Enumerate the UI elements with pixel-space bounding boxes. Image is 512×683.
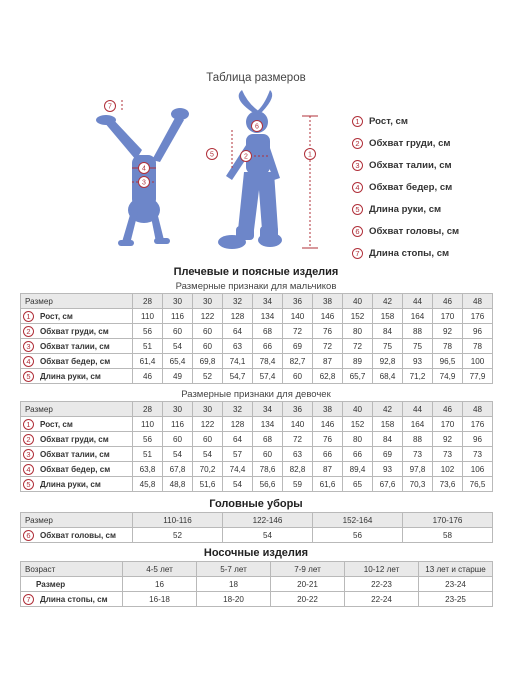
row-label-text: Длина руки, см — [40, 479, 101, 489]
table-row — [21, 354, 493, 369]
table-header-row — [21, 294, 493, 309]
table-cell: 84 — [373, 324, 403, 339]
table-cell: 61,4 — [133, 354, 163, 369]
table-cell: 62,8 — [313, 369, 343, 384]
figure-marker-2-icon — [241, 151, 252, 162]
table-cell: 176 — [463, 309, 493, 324]
table-cell: 110 — [133, 309, 163, 324]
table-cell: 73 — [463, 447, 493, 462]
table-row — [21, 462, 493, 477]
table-cell: 59 — [283, 477, 313, 492]
table-cell: 16-18 — [123, 592, 197, 607]
row-label-cell — [21, 324, 133, 339]
row-label-cell — [21, 462, 133, 477]
table-cell: 45,8 — [133, 477, 163, 492]
row-label-text: Обхват бедер, см — [40, 464, 111, 474]
table-cell: 56 — [133, 432, 163, 447]
table-cell: 51,6 — [193, 477, 223, 492]
table-cell: 69 — [373, 447, 403, 462]
table-cell: 72 — [283, 432, 313, 447]
table-cell: 54 — [223, 477, 253, 492]
size-header-cell: 44 — [403, 402, 433, 417]
table-row — [21, 577, 493, 592]
row-number-icon: 1 — [23, 419, 34, 430]
number-5-icon: 5 — [352, 204, 363, 215]
size-header-cell: 170-176 — [403, 513, 493, 528]
figure-marker-4-icon — [139, 163, 150, 174]
age-header-cell: 10-12 лет — [345, 562, 419, 577]
table-cell: 140 — [283, 417, 313, 432]
size-header-cell: 34 — [253, 402, 283, 417]
shoulder-section-title: Плечевые и поясные изделия — [173, 266, 339, 278]
table-cell: 64 — [223, 432, 253, 447]
size-header-cell: 152-164 — [313, 513, 403, 528]
size-header-cell: 46 — [433, 402, 463, 417]
row-label — [23, 449, 132, 460]
row-number-icon: 3 — [23, 341, 34, 352]
table-cell: 152 — [343, 309, 373, 324]
row-number-icon: 5 — [23, 479, 34, 490]
table-cell: 54 — [193, 447, 223, 462]
table-cell: 164 — [403, 417, 433, 432]
row-label-cell — [21, 369, 133, 384]
table-cell: 87 — [313, 354, 343, 369]
row-label-text: Обхват талии, см — [40, 449, 110, 459]
table-cell: 128 — [223, 417, 253, 432]
table-cell: 75 — [373, 339, 403, 354]
row-label — [23, 371, 132, 382]
table-row — [21, 432, 493, 447]
table-cell: 76 — [313, 324, 343, 339]
table-cell: 76,5 — [463, 477, 493, 492]
table-cell: 56 — [313, 528, 403, 543]
row-label — [23, 419, 132, 430]
size-header-cell: 28 — [133, 294, 163, 309]
row-label-cell — [21, 339, 133, 354]
size-header-cell: 40 — [343, 294, 373, 309]
number-1-icon: 1 — [352, 116, 363, 127]
table-cell: 60 — [193, 339, 223, 354]
size-header-cell: 30 — [193, 402, 223, 417]
table-cell: 170 — [433, 309, 463, 324]
girls-subtitle: Размерные признаки для девочек — [181, 389, 331, 400]
table-header-row — [21, 562, 493, 577]
table-cell: 128 — [223, 309, 253, 324]
number-7-icon: 7 — [352, 248, 363, 259]
size-header-label: Размер — [21, 402, 133, 417]
size-header-cell: 40 — [343, 402, 373, 417]
table-cell: 73 — [403, 447, 433, 462]
table-cell: 64 — [223, 324, 253, 339]
table-row — [21, 324, 493, 339]
table-header-row — [21, 513, 493, 528]
table-cell: 60 — [253, 447, 283, 462]
row-label-cell — [21, 477, 133, 492]
size-header-cell: 110-116 — [133, 513, 223, 528]
svg-text:6: 6 — [255, 123, 259, 131]
table-cell: 73 — [433, 447, 463, 462]
number-4-icon: 4 — [352, 182, 363, 193]
table-cell: 96,5 — [433, 354, 463, 369]
table-cell: 56,6 — [253, 477, 283, 492]
row-number-icon: 4 — [23, 464, 34, 475]
age-header-cell: 4-5 лет — [123, 562, 197, 577]
table-cell: 116 — [163, 309, 193, 324]
table-cell: 48,8 — [163, 477, 193, 492]
row-label-text: Рост, см — [40, 419, 73, 429]
table-cell: 60 — [193, 324, 223, 339]
table-cell: 110 — [133, 417, 163, 432]
table-cell: 78,4 — [253, 354, 283, 369]
table-cell: 67,8 — [163, 462, 193, 477]
table-cell: 74,4 — [223, 462, 253, 477]
legend-item: 3 Обхват талии, см — [352, 154, 502, 176]
table-cell: 60 — [193, 432, 223, 447]
table-header-row — [21, 402, 493, 417]
table-cell: 122 — [193, 309, 223, 324]
table-cell: 69 — [283, 339, 313, 354]
table-cell: 93 — [373, 462, 403, 477]
row-number-icon: 1 — [23, 311, 34, 322]
table-cell: 23-24 — [419, 577, 493, 592]
table-cell: 170 — [433, 417, 463, 432]
row-label-text: Обхват бедер, см — [40, 356, 111, 366]
row-label — [23, 326, 132, 337]
table-cell: 49 — [163, 369, 193, 384]
size-header-cell: 38 — [313, 294, 343, 309]
row-number-icon: 2 — [23, 434, 34, 445]
number-3-icon: 3 — [352, 160, 363, 171]
table-cell: 78 — [433, 339, 463, 354]
hats-title: Головные уборы — [209, 498, 303, 510]
svg-text:2: 2 — [244, 153, 248, 161]
svg-text:1: 1 — [308, 151, 312, 159]
table-cell: 16 — [123, 577, 197, 592]
table-cell: 134 — [253, 309, 283, 324]
table-row — [21, 369, 493, 384]
row-number-icon: 2 — [23, 326, 34, 337]
boys-subtitle: Размерные признаки для мальчиков — [175, 281, 337, 292]
table-cell: 60 — [163, 432, 193, 447]
size-header-cell: 48 — [463, 294, 493, 309]
table-cell: 87 — [313, 462, 343, 477]
row-label-text: Обхват головы, см — [40, 530, 117, 540]
table-cell: 52 — [133, 528, 223, 543]
row-label — [23, 479, 132, 490]
table-cell: 70,3 — [403, 477, 433, 492]
table-row — [21, 309, 493, 324]
size-row-label: Размер — [21, 577, 123, 592]
table-cell: 67,6 — [373, 477, 403, 492]
size-header-label: Размер — [21, 294, 133, 309]
table-cell: 176 — [463, 417, 493, 432]
table-row — [21, 417, 493, 432]
table-cell: 51 — [133, 447, 163, 462]
measurement-legend — [352, 110, 502, 264]
table-cell: 164 — [403, 309, 433, 324]
table-cell: 102 — [433, 462, 463, 477]
table-cell: 76 — [313, 432, 343, 447]
number-2-icon: 2 — [352, 138, 363, 149]
table-cell: 72 — [313, 339, 343, 354]
table-cell: 80 — [343, 432, 373, 447]
row-number-icon: 7 — [23, 594, 34, 605]
girl-figure — [218, 90, 282, 249]
row-number-icon: 4 — [23, 356, 34, 367]
table-cell: 60 — [283, 369, 313, 384]
table-cell: 152 — [343, 417, 373, 432]
row-label-cell — [21, 447, 133, 462]
table-cell: 93 — [403, 354, 433, 369]
table-cell: 78,6 — [253, 462, 283, 477]
row-label-cell — [21, 354, 133, 369]
legend-item: 7 Длина стопы, см — [352, 242, 502, 264]
table-cell: 46 — [133, 369, 163, 384]
age-header-cell: 13 лет и старше — [419, 562, 493, 577]
table-cell: 63 — [223, 339, 253, 354]
table-cell: 88 — [403, 432, 433, 447]
table-cell: 96 — [463, 432, 493, 447]
number-6-icon: 6 — [352, 226, 363, 237]
table-cell: 78 — [463, 339, 493, 354]
table-cell: 54 — [163, 447, 193, 462]
age-header-label: Возраст — [21, 562, 123, 577]
row-number-icon: 3 — [23, 449, 34, 460]
table-cell: 57,4 — [253, 369, 283, 384]
table-cell: 65 — [343, 477, 373, 492]
table-cell: 96 — [463, 324, 493, 339]
size-header-cell: 36 — [283, 294, 313, 309]
table-cell: 66 — [343, 447, 373, 462]
size-header-cell: 30 — [163, 402, 193, 417]
size-header-cell: 42 — [373, 294, 403, 309]
size-header-cell: 28 — [133, 402, 163, 417]
table-cell: 22-23 — [345, 577, 419, 592]
table-cell: 82,8 — [283, 462, 313, 477]
table-cell: 72 — [343, 339, 373, 354]
size-header-cell: 44 — [403, 294, 433, 309]
table-cell: 92 — [433, 324, 463, 339]
figures-illustration — [92, 90, 322, 258]
row-label-text: Обхват талии, см — [40, 341, 110, 351]
table-cell: 56 — [133, 324, 163, 339]
page-title: Таблица размеров — [206, 72, 306, 84]
boys-size-table — [20, 293, 493, 384]
table-cell: 63,8 — [133, 462, 163, 477]
table-cell: 52 — [193, 369, 223, 384]
table-cell: 134 — [253, 417, 283, 432]
table-cell: 82,7 — [283, 354, 313, 369]
socks-size-table — [20, 561, 493, 607]
table-cell: 116 — [163, 417, 193, 432]
table-row — [21, 528, 493, 543]
table-cell: 57 — [223, 447, 253, 462]
table-row — [21, 339, 493, 354]
table-cell: 66 — [313, 447, 343, 462]
row-label — [23, 341, 132, 352]
table-cell: 77,9 — [463, 369, 493, 384]
table-cell: 23-25 — [419, 592, 493, 607]
table-cell: 68,4 — [373, 369, 403, 384]
age-header-cell: 7-9 лет — [271, 562, 345, 577]
row-label — [23, 356, 132, 367]
table-cell: 72 — [283, 324, 313, 339]
row-label-cell — [21, 592, 123, 607]
row-label — [23, 594, 122, 605]
figure-marker-3-icon — [139, 177, 150, 188]
row-label-cell — [21, 528, 133, 543]
table-cell: 158 — [373, 417, 403, 432]
table-cell: 58 — [403, 528, 493, 543]
svg-text:7: 7 — [108, 103, 112, 111]
table-cell: 74,9 — [433, 369, 463, 384]
size-header-cell: 48 — [463, 402, 493, 417]
table-cell: 140 — [283, 309, 313, 324]
table-cell: 122 — [193, 417, 223, 432]
legend-item: 6 Обхват головы, см — [352, 220, 502, 242]
size-header-cell: 30 — [193, 294, 223, 309]
size-header-cell: 42 — [373, 402, 403, 417]
table-cell: 92,8 — [373, 354, 403, 369]
age-header-cell: 5-7 лет — [197, 562, 271, 577]
legend-item: 2 Обхват груди, см — [352, 132, 502, 154]
size-header-cell: 34 — [253, 294, 283, 309]
size-header-cell: 32 — [223, 402, 253, 417]
row-label — [23, 434, 132, 445]
size-header-cell: 36 — [283, 402, 313, 417]
table-cell: 92 — [433, 432, 463, 447]
row-label — [23, 530, 132, 541]
row-label-cell — [21, 432, 133, 447]
table-cell: 54 — [163, 339, 193, 354]
table-cell: 66 — [253, 339, 283, 354]
table-cell: 18 — [197, 577, 271, 592]
figure-marker-7-icon — [105, 101, 116, 112]
girls-size-table — [20, 401, 493, 492]
size-header-cell: 46 — [433, 294, 463, 309]
size-header-cell: 30 — [163, 294, 193, 309]
size-header-cell: 122-146 — [223, 513, 313, 528]
table-cell: 89,4 — [343, 462, 373, 477]
row-label-text: Рост, см — [40, 311, 73, 321]
legend-item: 4 Обхват бедер, см — [352, 176, 502, 198]
size-header-label: Размер — [21, 513, 133, 528]
table-row — [21, 477, 493, 492]
table-cell: 69,8 — [193, 354, 223, 369]
svg-text:5: 5 — [210, 151, 214, 159]
table-cell: 80 — [343, 324, 373, 339]
table-cell: 74,1 — [223, 354, 253, 369]
row-label-text: Обхват груди, см — [40, 434, 109, 444]
table-cell: 71,2 — [403, 369, 433, 384]
table-cell: 65,7 — [343, 369, 373, 384]
row-label — [23, 464, 132, 475]
table-cell: 146 — [313, 309, 343, 324]
table-cell: 20-21 — [271, 577, 345, 592]
table-cell: 100 — [463, 354, 493, 369]
svg-text:3: 3 — [142, 179, 146, 187]
size-header-cell: 32 — [223, 294, 253, 309]
row-number-icon: 5 — [23, 371, 34, 382]
table-cell: 51 — [133, 339, 163, 354]
size-header-cell: 38 — [313, 402, 343, 417]
table-cell: 60 — [163, 324, 193, 339]
row-number-icon: 6 — [23, 530, 34, 541]
row-label-cell — [21, 417, 133, 432]
table-cell: 84 — [373, 432, 403, 447]
hats-size-table — [20, 512, 493, 543]
row-label-text: Длина стопы, см — [40, 594, 108, 604]
table-cell: 63 — [283, 447, 313, 462]
table-cell: 73,6 — [433, 477, 463, 492]
table-row — [21, 447, 493, 462]
table-cell: 68 — [253, 432, 283, 447]
row-label-cell — [21, 309, 133, 324]
row-label-text: Длина руки, см — [40, 371, 101, 381]
table-cell: 54,7 — [223, 369, 253, 384]
figure-marker-1-icon — [305, 149, 316, 160]
table-cell: 158 — [373, 309, 403, 324]
table-cell: 146 — [313, 417, 343, 432]
figure-marker-6-icon — [252, 121, 263, 132]
svg-text:4: 4 — [142, 165, 146, 173]
table-cell: 68 — [253, 324, 283, 339]
table-cell: 65,4 — [163, 354, 193, 369]
table-cell: 97,8 — [403, 462, 433, 477]
table-cell: 75 — [403, 339, 433, 354]
figure-marker-5-icon — [207, 149, 218, 160]
table-cell: 88 — [403, 324, 433, 339]
table-cell: 89 — [343, 354, 373, 369]
table-cell: 18-20 — [197, 592, 271, 607]
table-cell: 61,6 — [313, 477, 343, 492]
socks-title: Носочные изделия — [203, 547, 309, 559]
row-label — [23, 311, 132, 322]
legend-item: 1 Рост, см — [352, 110, 502, 132]
table-row — [21, 592, 493, 607]
table-cell: 22-24 — [345, 592, 419, 607]
table-cell: 70,2 — [193, 462, 223, 477]
row-label-text: Обхват груди, см — [40, 326, 109, 336]
table-cell: 20-22 — [271, 592, 345, 607]
legend-item: 5 Длина руки, см — [352, 198, 502, 220]
table-cell: 106 — [463, 462, 493, 477]
table-cell: 54 — [223, 528, 313, 543]
